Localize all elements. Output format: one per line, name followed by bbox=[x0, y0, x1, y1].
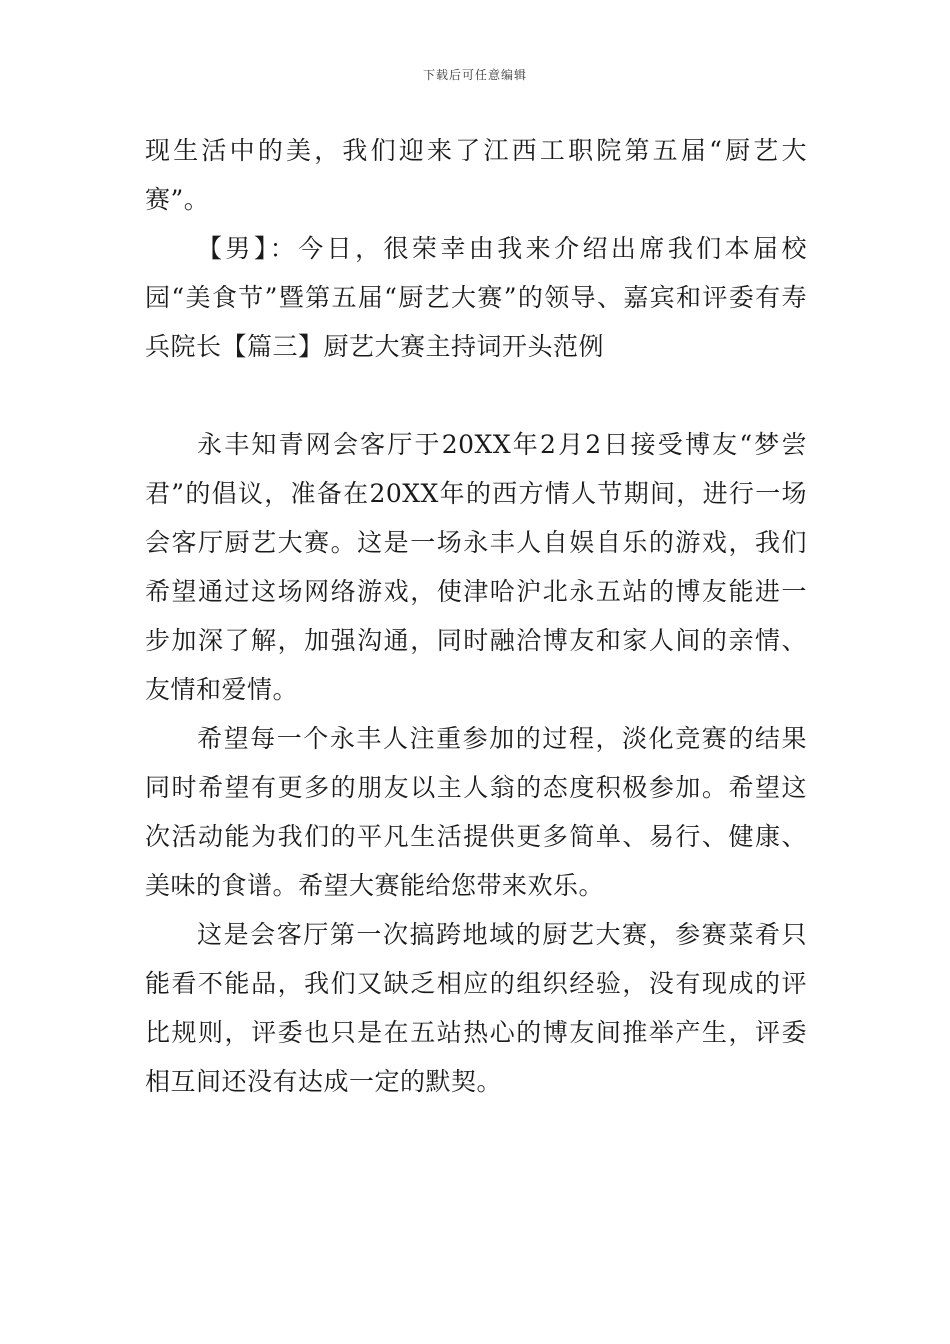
document-body bbox=[145, 126, 807, 1106]
paragraph-event-hopes: 希望每一个永丰人注重参加的过程，淡化竞赛的结果同时希望有更多的朋友以主人翁的态度积极参加。希望这次活动能为我们的平凡生活提供更多简单、易行、健康、美味的食谱。希望大赛能给您带来欢乐。 bbox=[145, 724, 807, 900]
page-header-note: 下载后可任意编辑 bbox=[422, 68, 527, 82]
paragraph-continuation: 现生活中的美，我们迎来了江西工职院第五届“厨艺大赛”。 bbox=[145, 136, 807, 214]
paragraph-event-notes: 这是会客厅第一次搞跨地域的厨艺大赛，参赛菜肴只能看不能品，我们又缺乏相应的组织经验，没有现成的评比规则，评委也只是在五站热心的博友间推举产生，评委相互间还没有达成一定的默契。 bbox=[145, 920, 807, 1096]
paragraph-event-background: 永丰知青网会客厅于20XX年2月2日接受博友“梦尝君”的倡议，准备在20XX年的西方情人节期间，进行一场会客厅厨艺大赛。这是一场永丰人自娱自乐的游戏，我们希望通过这场网络游戏，使津哈沪北永五站的博友能进一步加深了解，加强沟通，同时融洽博友和家人间的亲情、友情和爱情。 bbox=[145, 430, 807, 704]
paragraph-spacer bbox=[145, 371, 807, 420]
paragraph-host-intro: 【男】：今日，很荣幸由我来介绍出席我们本届校园“美食节”暨第五届“厨艺大赛”的领导、嘉宾和评委有寿兵院长【篇三】厨艺大赛主持词开头范例 bbox=[145, 234, 807, 361]
